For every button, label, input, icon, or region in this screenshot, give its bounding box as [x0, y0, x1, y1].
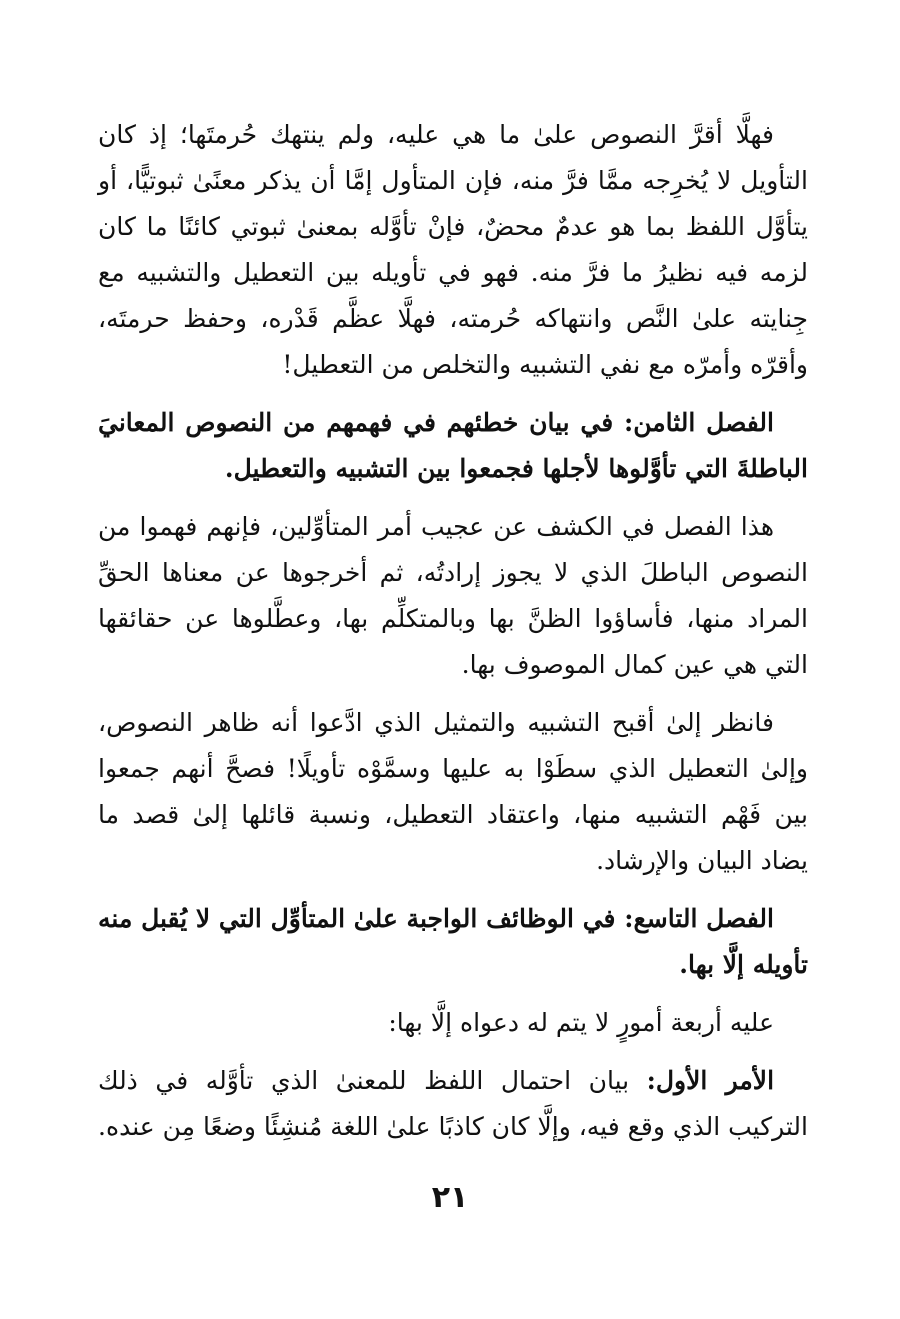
first-matter-label: الأمر الأول: — [646, 1066, 775, 1095]
paragraph-1: فهلَّا أقرَّ النصوص علىٰ ما هي عليه، ولم ينتهك حُرمتَها؛ إذ كان التأويل لا يُخرِجه ممَّا فرَّ منه، فإن المتأول إمَّا أن يذكر معنًىٰ ثبوتيًّا، أو يتأوَّل اللفظ بما هو عدمٌ محضٌ، فإنْ تأوَّله بمعنىٰ ثبوتي كائنًا ما كان لزمه فيه نظيرُ ما فرَّ منه. فهو في تأويله بين التعطيل والتشبيه مع جِنايته علىٰ النَّص وانتهاكه حُرمته، فهلَّا عظَّم قَدْره، وحفظ حرمتَه، وأقرّه وأمرّه مع نفي التشبيه والتخلص من التعطيل! — [98, 120, 808, 379]
chapter-9-heading: الفصل التاسع: في الوظائف الواجبة علىٰ المتأوِّل التي لا يُقبل منه تأويله إلَّا بها. — [98, 904, 808, 979]
page-number: ٢١ — [431, 1180, 469, 1215]
page-body — [98, 112, 808, 1150]
chapter-8-heading: الفصل الثامن: في بيان خطئهم في فهمهم من النصوص المعانيَ الباطلةَ التي تأوَّلوها لأجلها فجمعوا بين التشبيه والتعطيل. — [98, 408, 808, 483]
paragraph-3: فانظر إلىٰ أقبح التشبيه والتمثيل الذي ادَّعوا أنه ظاهر النصوص، وإلىٰ التعطيل الذي سطَوْا به عليها وسمَّوْه تأويلًا! فصحَّ أنهم جمعوا بين فَهْم التشبيه منها، واعتقاد التعطيل، ونسبة قائلها إلىٰ قصد ما يضاد البيان والإرشاد. — [98, 708, 808, 875]
paragraph-5 — [98, 1058, 808, 1150]
paragraph-4: عليه أربعة أمورٍ لا يتم له دعواه إلَّا بها: — [388, 1008, 774, 1037]
paragraph-2: هذا الفصل في الكشف عن عجيب أمر المتأوِّلين، فإنهم فهموا من النصوص الباطلَ الذي لا يجوز إرادتُه، ثم أخرجوها عن معناها الحقِّ المراد منها، فأساؤوا الظنَّ بها وبالمتكلِّم بها، وعطَّلوها عن حقائقها التي هي عين كمال الموصوف بها. — [98, 512, 808, 679]
first-matter-text: بيان احتمال اللفظ للمعنىٰ الذي تأوَّله في ذلك التركيب الذي وقع فيه، وإلَّا كان كاذبًا علىٰ اللغة مُنشِئًا وضعًا مِن عنده. — [98, 1066, 808, 1141]
